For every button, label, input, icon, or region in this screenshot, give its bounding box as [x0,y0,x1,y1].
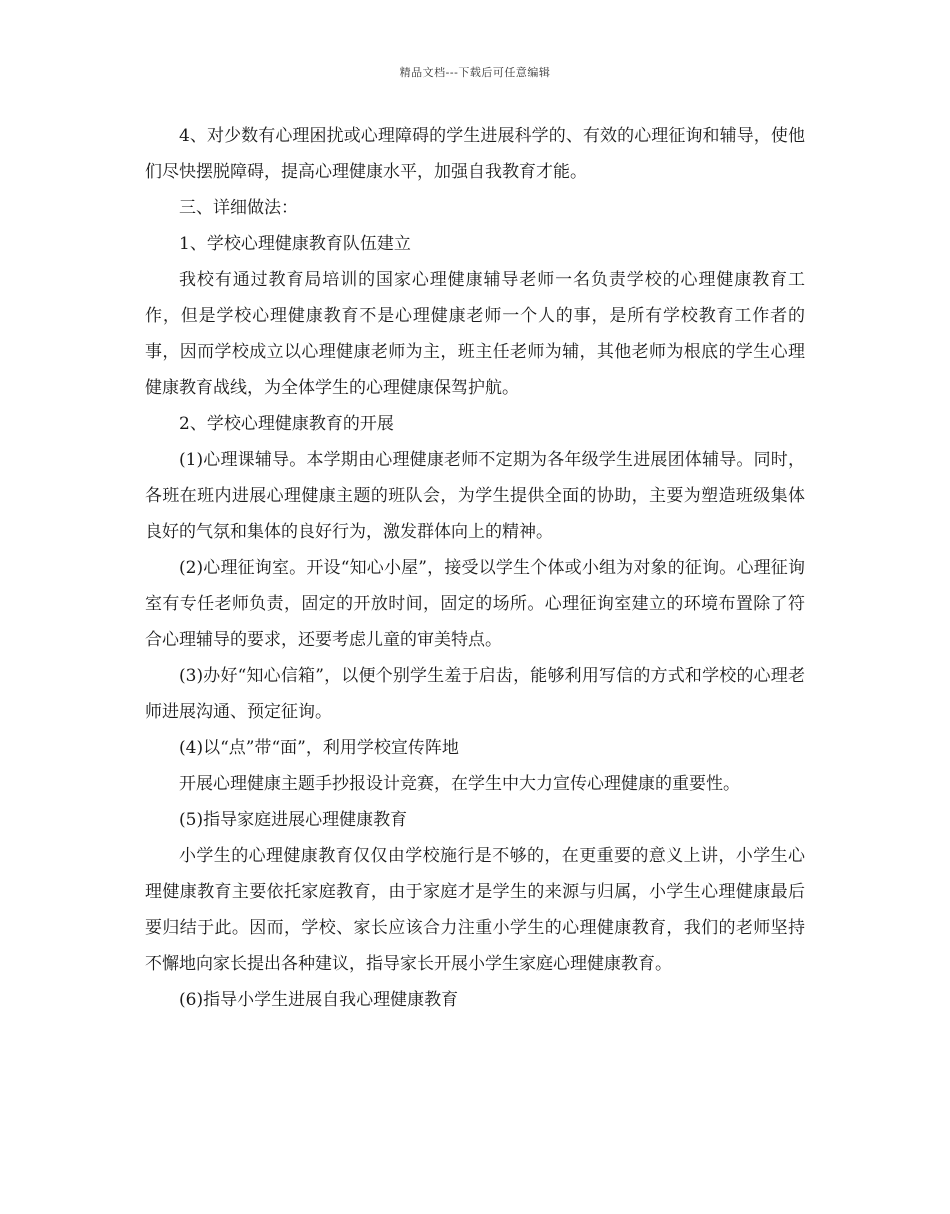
paragraph-item-5: (5)指导家庭进展心理健康教育 [179,810,408,830]
paragraph-team-building: 我校有通过教育局培训的国家心理健康辅导老师一名负责学校的心理健康教育工作，但是学校心理健康教育不是心理健康老师一个人的事，是所有学校教育工作者的事，因而学校成立以心理健康老师为主，班主任老师为辅，其他老师为根底的学生心理健康教育战线，为全体学生的心理健康保驾护航。 [145,270,805,398]
paragraph-item-2: (2)心理征询室。开设“知心小屋”，接受以学生个体或小组为对象的征询。心理征询室有专任老师负责，固定的开放时间，固定的场所。心理征询室建立的环境布置除了符合心理辅导的要求，还要考虑儿童的审美特点。 [145,558,805,650]
paragraph-item-3: (3)办好“知心信箱”，以便个别学生羞于启齿，能够利用写信的方式和学校的心理老师进展沟通、预定征询。 [145,666,805,722]
subheading-team-building: 1、学校心理健康教育队伍建立 [179,234,411,254]
document-body [145,118,805,1018]
paragraph-item-1: (1)心理课辅导。本学期由心理健康老师不定期为各年级学生进展团体辅导。同时，各班在班内进展心理健康主题的班队会，为学生提供全面的协助，主要为塑造班级集体良好的气氛和集体的良好行为，激发群体向上的精神。 [145,450,805,542]
page-header: 精品文档---下载后可任意编辑 [399,66,551,79]
paragraph-point-4: 4、对少数有心理困扰或心理障碍的学生进展科学的、有效的心理征询和辅导，使他们尽快摆脱障碍，提高心理健康水平，加强自我教育才能。 [145,126,805,182]
paragraph-item-4-detail: 开展心理健康主题手抄报设计竞赛，在学生中大力宣传心理健康的重要性。 [179,774,740,794]
subheading-education-work: 2、学校心理健康教育的开展 [179,414,394,434]
paragraph-item-6: (6)指导小学生进展自我心理健康教育 [179,990,459,1010]
paragraph-item-4: (4)以“点”带“面”，利用学校宣传阵地 [179,738,459,758]
paragraph-item-5-detail: 小学生的心理健康教育仅仅由学校施行是不够的，在更重要的意义上讲，小学生心理健康教育主要依托家庭教育，由于家庭才是学生的来源与归属，小学生心理健康最后要归结于此。因而，学校、家长应该合力注重小学生的心理健康教育，我们的老师坚持不懈地向家长提出各种建议，指导家长开展小学生家庭心理健康教育。 [145,846,805,974]
section-heading-methods: 三、详细做法： [179,198,298,218]
